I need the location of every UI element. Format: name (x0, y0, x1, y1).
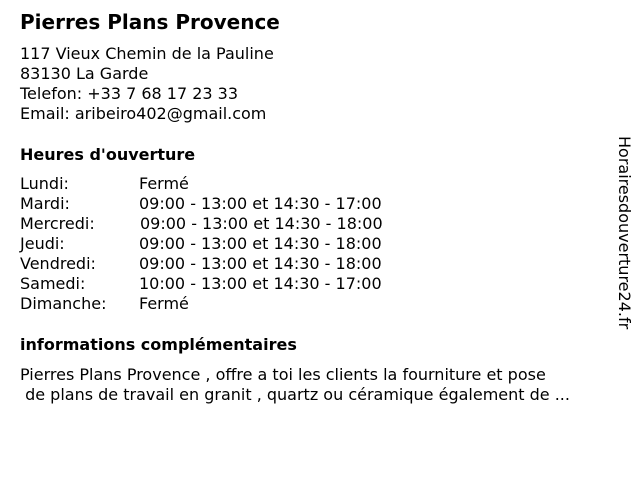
day-label: Samedi: (20, 274, 86, 293)
day-label: Dimanche: (20, 294, 107, 313)
hours-row-saturday (20, 274, 440, 294)
time-value: 10:00 - 13:00 et 14:30 - 17:00 (139, 274, 382, 293)
time-value: 09:00 - 13:00 et 14:30 - 18:00 (140, 214, 383, 233)
opening-hours-heading: Heures d'ouverture (20, 145, 196, 164)
email-line[interactable]: Email: aribeiro402@gmail.com (20, 104, 267, 123)
contact-block (20, 44, 274, 124)
day-label: Mercredi: (20, 214, 95, 233)
description-line-2: de plans de travail en granit , quartz ou céramique également de ... (20, 385, 570, 404)
hours-row-friday (20, 254, 440, 274)
business-description (20, 365, 570, 405)
business-name: Pierres Plans Provence (20, 10, 280, 34)
time-value: 09:00 - 13:00 et 14:30 - 18:00 (139, 234, 382, 253)
address-street: 117 Vieux Chemin de la Pauline (20, 44, 274, 63)
time-value: Fermé (139, 174, 189, 193)
phone-line[interactable]: Telefon: +33 7 68 17 23 33 (20, 84, 239, 103)
hours-row-wednesday (20, 214, 440, 234)
day-label: Jeudi: (20, 234, 65, 253)
additional-info-heading: informations complémentaires (20, 335, 297, 354)
description-line-1: Pierres Plans Provence , offre a toi les clients la fourniture et pose (20, 365, 546, 384)
day-label: Mardi: (20, 194, 70, 213)
site-watermark: Horairesdouverture24.fr (615, 136, 634, 330)
hours-row-sunday (20, 294, 440, 314)
time-value: Fermé (139, 294, 189, 313)
hours-row-thursday (20, 234, 440, 254)
opening-hours-table (20, 174, 440, 314)
time-value: 09:00 - 13:00 et 14:30 - 18:00 (139, 254, 382, 273)
time-value: 09:00 - 13:00 et 14:30 - 17:00 (139, 194, 382, 213)
day-label: Lundi: (20, 174, 69, 193)
hours-row-tuesday (20, 194, 440, 214)
address-city: 83130 La Garde (20, 64, 149, 83)
day-label: Vendredi: (20, 254, 96, 273)
hours-row-monday (20, 174, 440, 194)
